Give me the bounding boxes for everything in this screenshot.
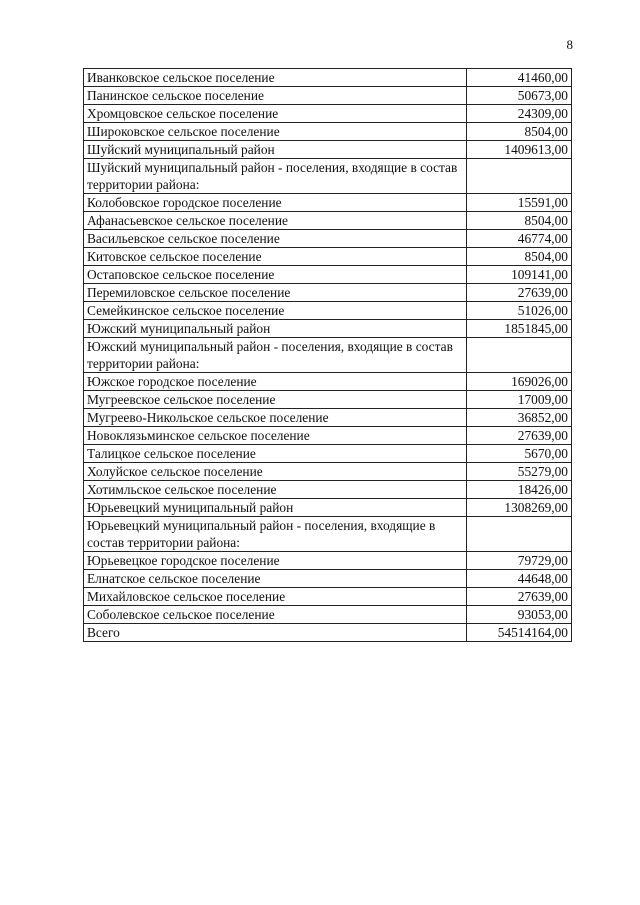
table-row xyxy=(84,266,572,284)
settlement-name-cell: Остаповское сельское поселение xyxy=(84,266,467,284)
table-row xyxy=(84,141,572,159)
settlement-name-cell: Васильевское сельское поселение xyxy=(84,230,467,248)
amount-cell: 79729,00 xyxy=(467,552,572,570)
amount-cell: 46774,00 xyxy=(467,230,572,248)
settlement-name-cell: Шуйский муниципальный район xyxy=(84,141,467,159)
settlement-name-cell: Хотимльское сельское поселение xyxy=(84,481,467,499)
amount-cell: 15591,00 xyxy=(467,194,572,212)
settlement-name-cell: Юрьевецкий муниципальный район - поселения, входящие в состав территории района: xyxy=(84,517,467,552)
amount-cell xyxy=(467,338,572,373)
amount-cell: 18426,00 xyxy=(467,481,572,499)
amount-cell: 27639,00 xyxy=(467,284,572,302)
amount-cell: 44648,00 xyxy=(467,570,572,588)
table-row xyxy=(84,284,572,302)
amount-cell: 109141,00 xyxy=(467,266,572,284)
table-row xyxy=(84,373,572,391)
amount-cell: 1308269,00 xyxy=(467,499,572,517)
budget-table-body xyxy=(84,69,572,642)
settlement-name-cell: Колобовское городское поселение xyxy=(84,194,467,212)
settlement-name-cell: Южское городское поселение xyxy=(84,373,467,391)
settlement-name-cell: Шуйский муниципальный район - поселения, входящие в состав территории района: xyxy=(84,159,467,194)
settlement-name-cell: Юрьевецкий муниципальный район xyxy=(84,499,467,517)
settlement-name-cell: Талицкое сельское поселение xyxy=(84,445,467,463)
settlement-name-cell: Панинское сельское поселение xyxy=(84,87,467,105)
amount-cell: 5670,00 xyxy=(467,445,572,463)
settlement-name-cell: Семейкинское сельское поселение xyxy=(84,302,467,320)
table-row xyxy=(84,302,572,320)
table-row xyxy=(84,230,572,248)
table-row xyxy=(84,624,572,642)
settlement-name-cell: Китовское сельское поселение xyxy=(84,248,467,266)
amount-cell: 27639,00 xyxy=(467,588,572,606)
amount-cell: 8504,00 xyxy=(467,248,572,266)
table-row xyxy=(84,87,572,105)
table-row xyxy=(84,123,572,141)
amount-cell: 55279,00 xyxy=(467,463,572,481)
settlement-name-cell: Елнатское сельское поселение xyxy=(84,570,467,588)
table-row xyxy=(84,606,572,624)
table-row xyxy=(84,552,572,570)
table-row xyxy=(84,588,572,606)
settlement-name-cell: Хромцовское сельское поселение xyxy=(84,105,467,123)
table-row xyxy=(84,517,572,552)
table-row xyxy=(84,248,572,266)
amount-cell: 169026,00 xyxy=(467,373,572,391)
table-row xyxy=(84,69,572,87)
settlement-name-cell: Афанасьевское сельское поселение xyxy=(84,212,467,230)
amount-cell: 8504,00 xyxy=(467,212,572,230)
amount-cell: 17009,00 xyxy=(467,391,572,409)
settlement-name-cell: Мугреево-Никольское сельское поселение xyxy=(84,409,467,427)
page-number: 8 xyxy=(566,37,573,52)
settlement-name-cell: Соболевское сельское поселение xyxy=(84,606,467,624)
amount-cell: 93053,00 xyxy=(467,606,572,624)
table-row xyxy=(84,570,572,588)
amount-cell: 24309,00 xyxy=(467,105,572,123)
settlement-name-cell: Мугреевское сельское поселение xyxy=(84,391,467,409)
table-row xyxy=(84,320,572,338)
amount-cell: 51026,00 xyxy=(467,302,572,320)
settlement-name-cell: Иванковское сельское поселение xyxy=(84,69,467,87)
table-row xyxy=(84,481,572,499)
amount-cell: 27639,00 xyxy=(467,427,572,445)
amount-cell: 50673,00 xyxy=(467,87,572,105)
table-row xyxy=(84,409,572,427)
settlement-name-cell: Всего xyxy=(84,624,467,642)
settlement-name-cell: Юрьевецкое городское поселение xyxy=(84,552,467,570)
amount-cell: 1851845,00 xyxy=(467,320,572,338)
table-row xyxy=(84,391,572,409)
table-row xyxy=(84,159,572,194)
table-row xyxy=(84,212,572,230)
amount-cell: 36852,00 xyxy=(467,409,572,427)
settlement-name-cell: Южский муниципальный район xyxy=(84,320,467,338)
table-row xyxy=(84,463,572,481)
table-row xyxy=(84,445,572,463)
settlement-name-cell: Новоклязьминское сельское поселение xyxy=(84,427,467,445)
table-row xyxy=(84,499,572,517)
settlement-name-cell: Широковское сельское поселение xyxy=(84,123,467,141)
settlement-name-cell: Холуйское сельское поселение xyxy=(84,463,467,481)
amount-cell: 8504,00 xyxy=(467,123,572,141)
settlement-name-cell: Южский муниципальный район - поселения, входящие в состав территории района: xyxy=(84,338,467,373)
settlement-name-cell: Перемиловское сельское поселение xyxy=(84,284,467,302)
amount-cell: 1409613,00 xyxy=(467,141,572,159)
budget-table xyxy=(83,68,572,642)
amount-cell: 54514164,00 xyxy=(467,624,572,642)
table-row xyxy=(84,338,572,373)
table-row xyxy=(84,194,572,212)
amount-cell: 41460,00 xyxy=(467,69,572,87)
amount-cell xyxy=(467,159,572,194)
amount-cell xyxy=(467,517,572,552)
table-row xyxy=(84,427,572,445)
settlement-name-cell: Михайловское сельское поселение xyxy=(84,588,467,606)
table-row xyxy=(84,105,572,123)
